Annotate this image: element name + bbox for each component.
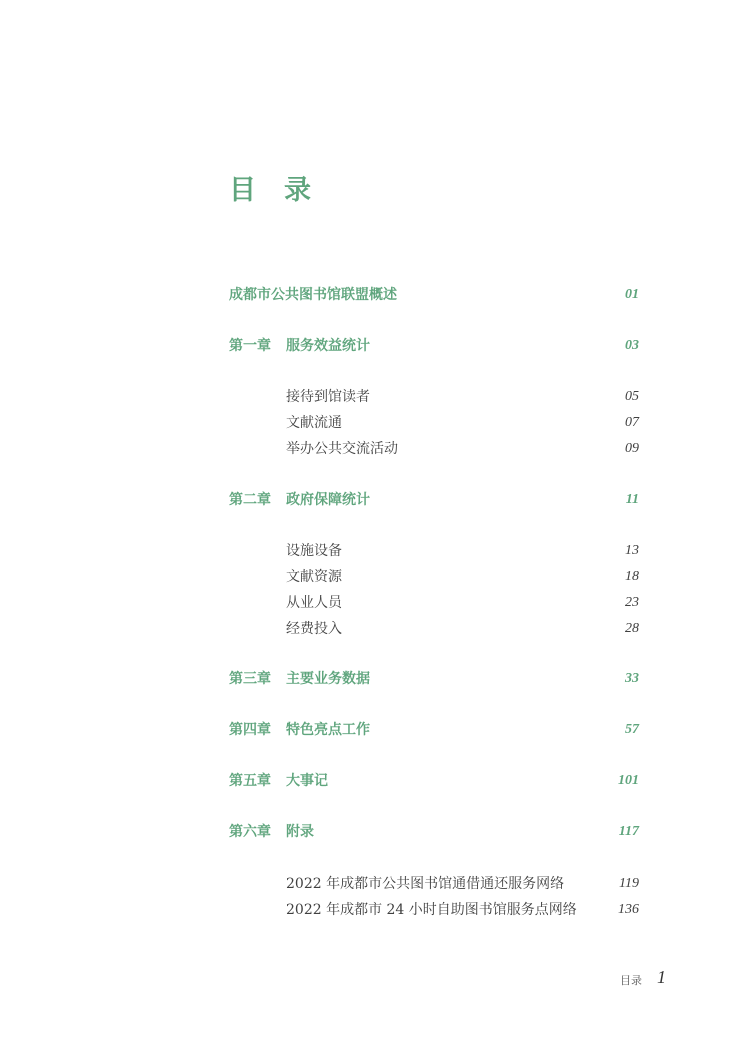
toc-subentry[interactable] <box>229 540 639 562</box>
chapter-name: 政府保障统计 <box>286 492 370 508</box>
chapter-name: 附录 <box>286 824 314 840</box>
toc-subentry-label: 2022 年成都市公共图书馆通借通还服务网络 <box>286 876 565 892</box>
toc-page-number: 101 <box>618 773 639 788</box>
chapter-name: 主要业务数据 <box>286 671 370 687</box>
toc-page-number: 33 <box>625 671 639 686</box>
toc-subentry[interactable] <box>229 592 639 614</box>
chapter-name: 大事记 <box>286 773 328 789</box>
chapter-name: 服务效益统计 <box>286 338 370 354</box>
footer-section-label: 目录 <box>620 974 642 987</box>
toc-subentry-label: 文献资源 <box>286 569 342 585</box>
toc-subentry[interactable] <box>229 899 639 921</box>
toc-chapter-4[interactable] <box>229 719 639 741</box>
toc-page-number: 03 <box>625 338 639 353</box>
toc-subentry-label: 经费投入 <box>286 621 342 637</box>
toc-subentry-label: 2022 年成都市 24 小时自助图书馆服务点网络 <box>286 902 577 918</box>
toc-chapter-2[interactable] <box>229 489 639 511</box>
toc-page-number: 57 <box>625 722 639 737</box>
toc-entry-intro[interactable] <box>229 284 639 306</box>
toc-page-number: 11 <box>625 492 639 507</box>
toc-subentry[interactable] <box>229 566 639 588</box>
page-title <box>229 168 339 207</box>
toc-page-number: 28 <box>625 621 639 636</box>
toc-subentry[interactable] <box>229 386 639 408</box>
toc-page-number: 18 <box>625 569 639 584</box>
toc-chapter-3[interactable] <box>229 668 639 690</box>
toc-page-number: 117 <box>618 824 639 839</box>
title-char-1: 目 <box>229 175 284 206</box>
chapter-number: 第二章 <box>229 492 271 508</box>
chapter-number: 第三章 <box>229 671 271 687</box>
toc-chapter-5[interactable] <box>229 770 639 792</box>
toc-page-number: 01 <box>625 287 639 302</box>
toc-page-number: 13 <box>625 543 639 558</box>
toc-subentry-label: 设施设备 <box>286 543 342 559</box>
toc-page-number: 136 <box>618 902 639 917</box>
toc-chapter-6[interactable] <box>229 821 639 843</box>
toc-page-number: 23 <box>625 595 639 610</box>
footer-page-number: 1 <box>657 967 666 987</box>
toc-subentry-label: 从业人员 <box>286 595 342 611</box>
toc-subentry[interactable] <box>229 873 639 895</box>
toc-subentry[interactable] <box>229 412 639 434</box>
toc-entry-label: 成都市公共图书馆联盟概述 <box>229 287 397 303</box>
chapter-number: 第四章 <box>229 722 271 738</box>
chapter-number: 第一章 <box>229 338 271 354</box>
toc-subentry-label: 接待到馆读者 <box>286 389 370 405</box>
chapter-name: 特色亮点工作 <box>286 722 370 738</box>
toc-subentry-label: 文献流通 <box>286 415 342 431</box>
toc-page-number: 09 <box>625 441 639 456</box>
toc-subentry-label: 举办公共交流活动 <box>286 441 398 457</box>
chapter-number: 第六章 <box>229 824 271 840</box>
toc-page-number: 119 <box>619 876 639 891</box>
toc-chapter-1[interactable] <box>229 335 639 357</box>
toc-page-number: 07 <box>625 415 639 430</box>
toc-subentry[interactable] <box>229 618 639 640</box>
title-char-2: 录 <box>284 175 339 206</box>
toc-page-number: 05 <box>625 389 639 404</box>
toc-subentry[interactable] <box>229 438 639 460</box>
chapter-number: 第五章 <box>229 773 271 789</box>
